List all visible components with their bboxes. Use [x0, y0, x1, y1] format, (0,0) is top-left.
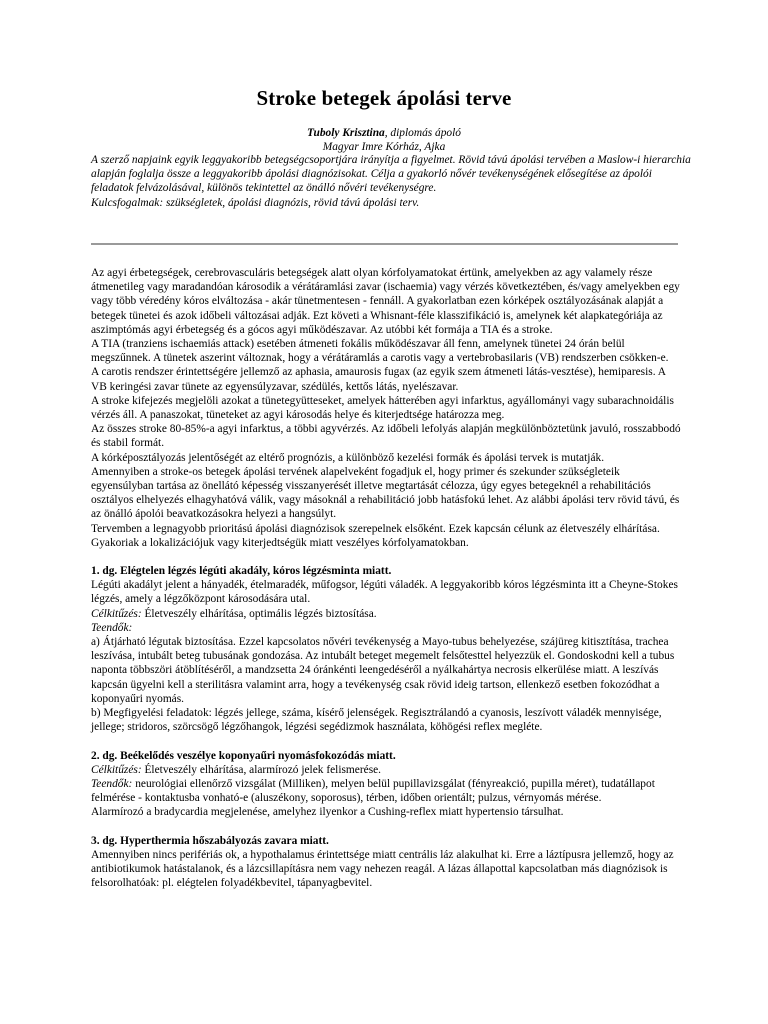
- keywords: Kulcsfogalmak: szükségletek, ápolási diagnózis, rövid távú ápolási terv.: [91, 196, 420, 209]
- tasks-label: Teendők:: [91, 777, 133, 790]
- section-description: Légúti akadályt jelent a hányadék, ételmaradék, műfogsor, légúti váladék. A leggyakoribb kóros légzésminta itt a Cheyne-Stokes légzés, amely a légzőközpont károsodására utal.: [91, 579, 678, 606]
- intro-paragraph: A TIA (tranziens ischaemiás attack) esetében átmeneti fokális működészavar áll fenn, amelynek tünetei 24 órán belül megszűnnek. A tünetek aszerint változnak, hogy a vérátáramlás a carotis vagy a vertebrobasilaris (VB) rendszerben csökken-e.: [91, 338, 669, 365]
- goal-text: Életveszély elhárítása, optimális légzés biztosítása.: [141, 607, 377, 620]
- goal-label: Célkitűzés:: [91, 763, 142, 776]
- tasks-label: Teendők:: [91, 621, 133, 634]
- author-role: , diplomás ápoló: [384, 127, 461, 139]
- section-heading: 1. dg. Elégtelen légzés légúti akadály, kóros légzésminta miatt.: [91, 565, 392, 578]
- section-heading: 3. dg. Hyperthermia hőszabályozás zavara miatt.: [91, 834, 329, 847]
- author-line: [0, 127, 768, 139]
- alarm-text: Alarmírozó a bradycardia megjelenése, amelyhez ilyenkor a Cushing-reflex miatt hypertensio társulhat.: [91, 806, 564, 819]
- abstract: [91, 153, 691, 210]
- section-description: Amennyiben nincs perifériás ok, a hypothalamus érintettsége miatt centrális láz alakulhat ki. Erre a láztípusra jellemző, hogy az antibiotikumok hatástalanok, és a lázcsillapításra nem vagy nehezen reagál. A lázas állapottal kapcsolatban más diagnózisok is felsorolhatóak: pl. elégtelen folyadékbevitel, tápanyagbevitel.: [91, 848, 674, 890]
- tasks-text: neurológiai ellenőrző vizsgálat (Milliken), melyen belül pupillavizsgálat (fényreakció, pupilla méret), tudatállapot felmérése - kontaktusba vonható-e (aluszékony, soporosus), térben, időben orientált; pulzus, vérnyomás mérése.: [91, 777, 655, 805]
- section-heading: 2. dg. Beékelődés veszélye koponyaűri nyomásfokozódás miatt.: [91, 749, 396, 762]
- author-name: Tuboly Krisztina: [306, 127, 385, 139]
- intro-paragraph: Tervemben a legnagyobb prioritású ápolási diagnózisok szerepelnek elsőként. Ezek kapcsán célunk az életveszély elhárítása. Gyakoriak a lokalizációjuk vagy kiterjedtségük miatt veszélyes kórfolyamatokban.: [91, 522, 660, 549]
- intro-paragraph: Az összes stroke 80-85%-a agyi infarktus, a többi agyvérzés. Az időbeli lefolyás alapján megkülönböztetünk javuló, rosszabbodó és stabil formát.: [91, 423, 681, 450]
- goal-text: Életveszély elhárítása, alarmírozó jelek felismerése.: [141, 763, 382, 776]
- abstract-text: A szerző napjaink egyik leggyakoribb betegségcsoportjára irányítja a figyelmet. Rövid távú ápolási tervében a Maslow-i hierarchia alapján foglalja össze a leggyakoribb ápolási diagnózisokat. Célja a gyakorló nővér tevékenységének elősegítése az ápolói feladatok felvázolásával, különös tekintettel az önálló nővéri tevékenységre.: [91, 154, 691, 195]
- goal-line: [91, 763, 681, 777]
- intro-paragraph: A carotis rendszer érintettségére jellemző az aphasia, amaurosis fugax (az egyik szem átmeneti látás-vesztése), hemiparesis. A VB keringési zavar tünete az egyensúlyzavar, szédülés, kettős látás, nyelészavar.: [91, 366, 666, 393]
- intro-paragraph: A stroke kifejezés megjelöli azokat a tünetegyütteseket, amelyek hátterében agyi infarktus, agyállományi vagy subarachnoidális vérzés áll. A panaszokat, tüneteket az agyi károsodás helye és kiterjedtsége határozza meg.: [91, 394, 674, 422]
- intro-paragraph: Amennyiben a stroke-os betegek ápolási tervének alapelveként fogadjuk el, hogy primer és szekunder szükségleteik egyensúlyban tartása az önellátó képesség visszanyerését illetve megtartását célozza, úgy egyes betegeknél a rehabilitációs osztályos elhelyezés elhagyhatóvá válik, vagy másoknál a rehabilitáció jobb hatásfokú lehet. Az alábbi ápolási terv rövid távú, és az önálló ápolói beavatkozásokra helyezi a hangsúlyt.: [91, 465, 680, 521]
- goal-line: [91, 607, 681, 621]
- task-item: a) Átjárható légutak biztosítása. Ezzel kapcsolatos nővéri tevékenység a Mayo-tubus behelyezése, szájüreg kitisztítása, trachea leszívása, intubált beteg tubusának gondozása. Az intubált beteget megemelt felsőtesttel helyezzük el. Gondoskodni kell a tubus naponta többszöri átöblítéséről, a mandzsetta 24 óránkénti leengedéséről a nyálkahártya necrosis elkerülése miatt. A leszívás kapcsán ügyelni kell a sterilitásra valamint arra, hogy a tevékenység csak rövid ideig tartson, ellenkező esetben fokozódhat a koponyaűri nyomás.: [91, 636, 675, 705]
- document-title: Stroke betegek ápolási terve: [256, 86, 512, 110]
- intro-paragraph: Az agyi érbetegségek, cerebrovasculáris betegségek alatt olyan kórfolyamatokat értünk, amelyekben az agy valamely része átmenetileg vagy maradandóan károsodik a vérátáramlási zavar (ischaemia) vagy vérzés következtében, és/vagy amelyekben egy vagy több véredény kóros elváltozása - akár tünetmentesen - fennáll. A gyakorlatban ezen kórképek osztályozásának alapját a betegek tünetei és azok időbeli változásai adják. Ezt követi a Whisnant-féle klasszifikáció is, amelynek két alapkategóriája az aszimptómás agyi érbetegség és a gócos agyi működészavar. Az utóbbi két formája a TIA és a stroke.: [91, 267, 680, 336]
- affiliation: Magyar Imre Kórház, Ajka: [322, 141, 446, 153]
- document-body: [91, 266, 681, 890]
- goal-label: Célkitűzés:: [91, 607, 142, 620]
- divider: [91, 243, 678, 245]
- task-item: b) Megfigyelési feladatok: légzés jellege, száma, kísérő jelenségek. Regisztrálandó a cyanosis, leszívott váladék mennyisége, jellege; stridoros, szörcsögő légzőhangok, légzési segédizmok használata, köhögési reflex megléte.: [91, 707, 662, 734]
- intro-paragraph: A kórképosztályozás jelentőségét az eltérő prognózis, a különböző kezelési formák és ápolási tervek is mutatják.: [91, 451, 605, 464]
- tasks-line: [91, 777, 681, 805]
